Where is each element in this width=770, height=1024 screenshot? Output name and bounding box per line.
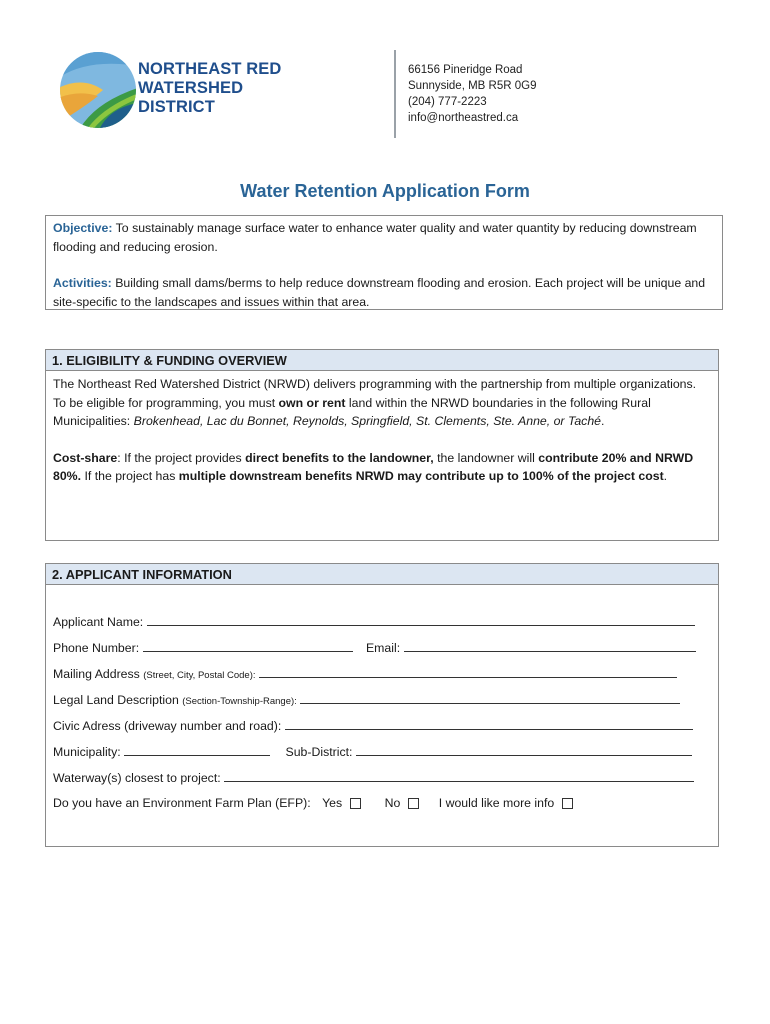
org-name-line2: WATERSHED [138,79,244,97]
cost-share-paragraph [53,449,711,486]
eligibility-heading: 1. ELIGIBILITY & FUNDING OVERVIEW [46,350,718,371]
applicant-heading: 2. APPLICANT INFORMATION [46,564,718,585]
cost-share-text-e: contribute 20% and NRWD 80%. [53,450,694,483]
sub-district-field[interactable] [356,744,692,756]
efp-more-info-checkbox[interactable] [562,798,573,809]
address-line2: Sunnyside, MB R5R 0G9 [408,80,537,92]
phone-number: (204) 777-2223 [408,96,487,108]
email-label: Email: [365,641,401,655]
cost-share-text-d: the landowner will [433,450,539,465]
legal-land-hint: (Section-Township-Range): [182,696,297,707]
legal-land-field[interactable] [300,692,680,704]
sub-district-label: Sub-District: [285,745,353,759]
mailing-address-label: Mailing Address [53,667,140,681]
eligibility-text-a: The Northeast Red Watershed District (NRWD) delivers programming with the partnership from multiple organizations. To be eligible for programming, you must [53,377,697,410]
waterway-row [53,770,694,785]
mailing-address-field[interactable] [259,666,677,678]
efp-yes-label: Yes [322,796,343,810]
activities-paragraph [53,274,715,311]
civic-address-row [53,718,693,733]
applicant-section [45,563,719,847]
objective-box [45,215,723,310]
applicant-name-label: Applicant Name: [53,615,144,629]
municipality-list: Brokenhead, Lac du Bonnet, Reynolds, Springfield, St. Clements, Ste. Anne, or Taché [133,414,601,428]
eligibility-text-c: land within the NRWD boundaries in the following Rural Municipalities: [53,395,651,428]
cost-share-text-g: multiple downstream benefits NRWD may contribute up to 100% of the project cost [178,469,664,483]
eligibility-body [46,371,718,490]
efp-row [53,796,573,810]
address-line1: 66156 Pineridge Road [408,64,523,76]
legal-land-row [53,692,680,707]
eligibility-text-e: . [601,414,605,428]
municipality-row [53,744,692,759]
waterway-field[interactable] [224,770,694,782]
cost-share-label: Cost-share [53,450,118,465]
applicant-name-row [53,614,695,629]
eligibility-paragraph [53,375,711,431]
mailing-address-hint: (Street, City, Postal Code): [143,670,256,681]
municipality-label: Municipality: [53,745,121,759]
cost-share-text-f: If the project has [81,469,179,483]
activities-text: Building small dams/berms to help reduce downstream flooding and erosion. Each project will be unique and site-specific to the landscapes and issues within that area. [53,276,706,309]
objective-paragraph [53,219,715,256]
eligibility-section [45,349,719,541]
phone-email-row [53,640,696,655]
efp-no-label: No [384,796,401,810]
municipality-field[interactable] [124,744,270,756]
efp-no-checkbox[interactable] [408,798,419,809]
phone-number-field[interactable] [143,640,353,652]
objective-text: To sustainably manage surface water to enhance water quality and water quantity by reducing downstream flooding and reducing erosion. [53,221,697,254]
cost-share-text-h: . [663,469,668,483]
email-address[interactable]: info@northeastred.ca [408,112,519,124]
eligibility-text-b: own or rent [278,395,346,410]
org-name-line1: NORTHEAST RED [138,60,282,78]
org-name-line3: DISTRICT [138,98,215,116]
activities-label: Activities: [53,276,112,290]
email-field[interactable] [404,640,696,652]
legal-land-label: Legal Land Description [53,693,179,707]
civic-address-label: Civic Adress (driveway number and road): [53,719,282,733]
logo-emblem-icon [58,48,138,132]
header-divider [394,50,396,138]
efp-question: Do you have an Environment Farm Plan (EFP): [53,796,311,810]
cost-share-text-b: : If the project provides [117,450,246,465]
mailing-address-row [53,666,677,681]
org-logo [58,48,298,132]
waterway-label: Waterway(s) closest to project: [53,771,221,785]
contact-block [408,62,536,126]
efp-more-info-label: I would like more info [438,796,555,810]
efp-yes-checkbox[interactable] [350,798,361,809]
page-title: Water Retention Application Form [240,181,530,201]
civic-address-field[interactable] [285,718,693,730]
org-name [138,60,281,117]
objective-label: Objective: [53,221,113,235]
phone-number-label: Phone Number: [53,641,140,655]
cost-share-text-c: direct benefits to the landowner, [245,450,434,465]
applicant-name-field[interactable] [147,614,695,626]
